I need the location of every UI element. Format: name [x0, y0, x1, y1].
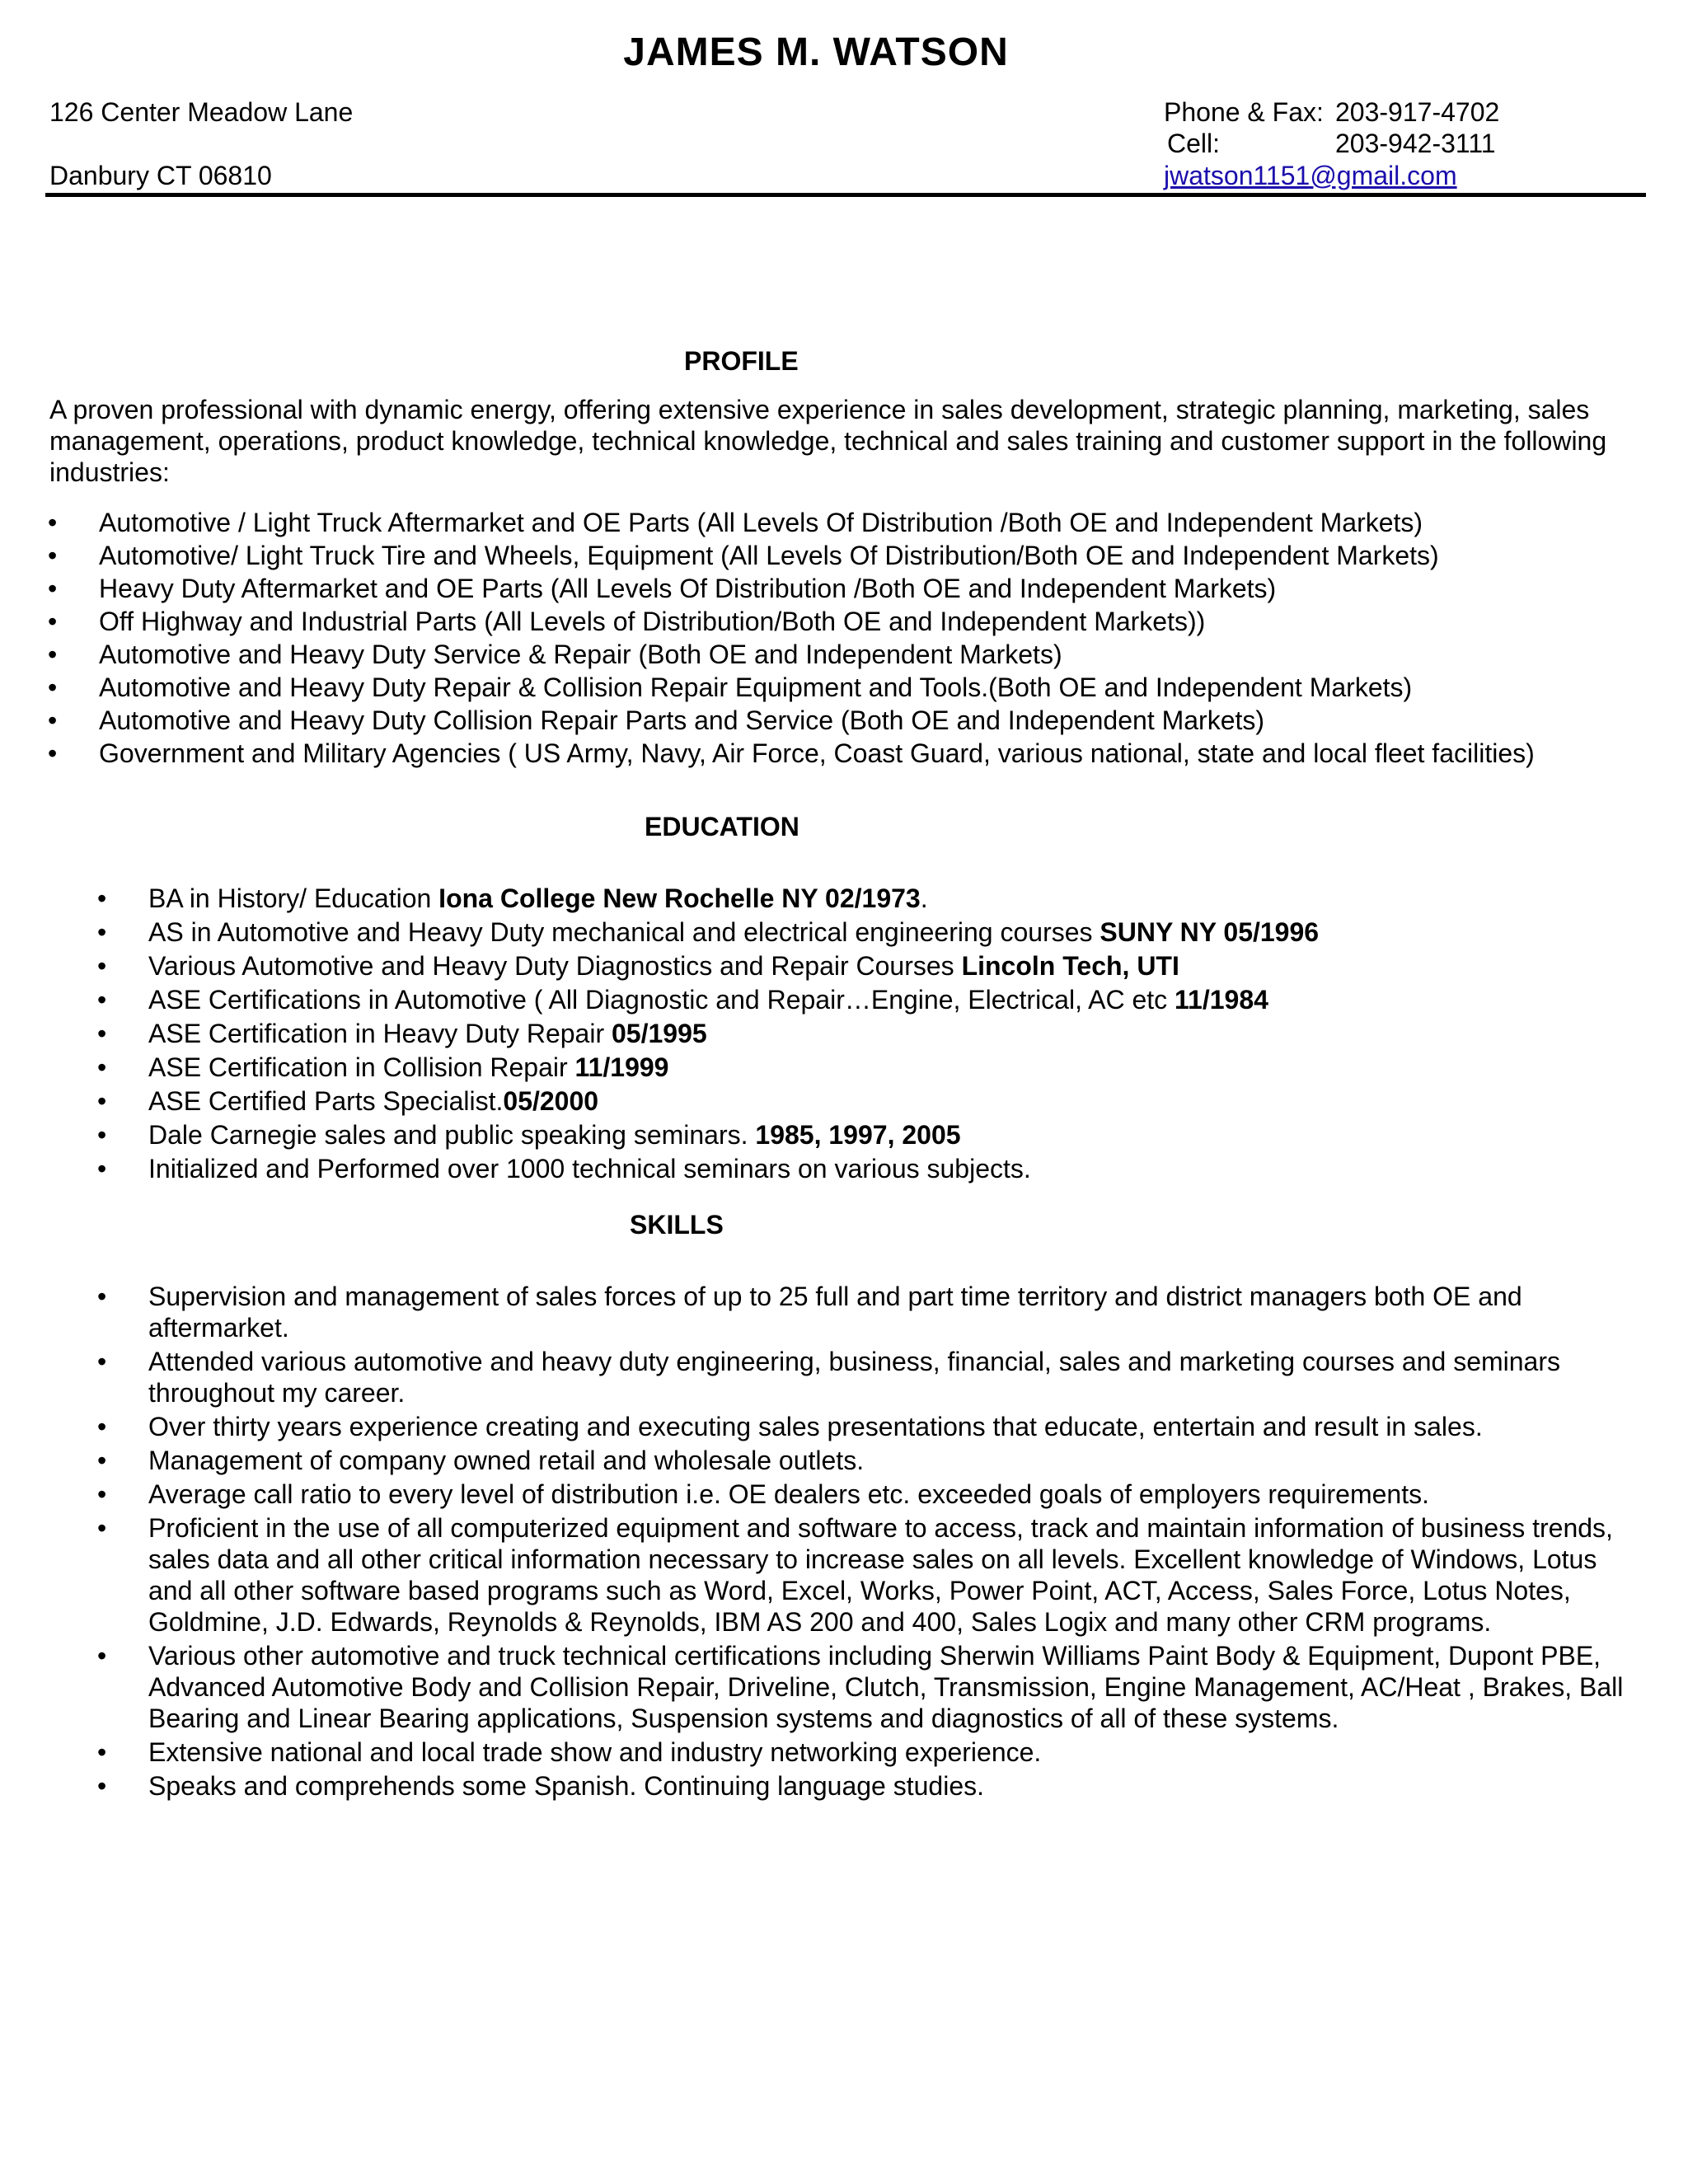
profile-heading: PROFILE	[684, 346, 799, 376]
bullet-icon: •	[97, 1019, 107, 1048]
education-list-item	[0, 1017, 1319, 1051]
profile-list-item-text: Automotive and Heavy Duty Repair & Collision Repair Equipment and Tools.(Both OE and Independent Markets)	[99, 673, 1413, 702]
bullet-icon: •	[97, 1641, 107, 1671]
education-item-text: Initialized and Performed over 1000 technical seminars on various subjects.	[148, 1154, 1031, 1183]
bullet-icon: •	[48, 508, 58, 537]
skills-heading: SKILLS	[630, 1210, 724, 1240]
profile-list-item	[0, 572, 1535, 605]
education-item-text: Various Automotive and Heavy Duty Diagnostics and Repair Courses	[148, 951, 962, 981]
education-item-text: AS in Automotive and Heavy Duty mechanical and electrical engineering courses	[148, 917, 1100, 947]
profile-list-item-text: Heavy Duty Aftermarket and OE Parts (All Levels Of Distribution /Both OE and Independent Markets)	[99, 574, 1277, 603]
bullet-icon: •	[48, 705, 58, 735]
education-item-text: BA in History/ Education	[148, 883, 439, 913]
education-item-detail: 11/1999	[574, 1052, 669, 1082]
email-link[interactable]: jwatson1151@gmail.com	[1164, 161, 1457, 190]
education-item-text: ASE Certification in Heavy Duty Repair	[148, 1019, 612, 1048]
candidate-name: JAMES M. WATSON	[623, 30, 1009, 74]
cell-label: Cell:	[1167, 129, 1221, 158]
profile-list-item	[0, 506, 1535, 539]
profile-list-item-text: Automotive and Heavy Duty Collision Repair Parts and Service (Both OE and Independent Markets)	[99, 705, 1265, 735]
bullet-icon: •	[97, 1446, 107, 1475]
skills-list-item	[0, 1770, 1640, 1802]
education-item-detail: 1985, 1997, 2005	[755, 1120, 961, 1150]
profile-list-item	[0, 704, 1535, 737]
skills-list-item-text: Extensive national and local trade show and industry networking experience.	[148, 1737, 1042, 1767]
profile-list-item-text: Off Highway and Industrial Parts (All Levels of Distribution/Both OE and Independent Markets))	[99, 607, 1206, 636]
skills-list-item	[0, 1411, 1640, 1442]
profile-summary: A proven professional with dynamic energy, offering extensive experience in sales development, strategic planning, marketing, sales management, operations, product knowledge, technical knowledge, technical and sales training and customer support in the following industries:	[49, 395, 1607, 487]
skills-list	[0, 1281, 1640, 1804]
bullet-icon: •	[97, 1052, 107, 1082]
bullet-icon: •	[97, 1347, 107, 1376]
bullet-icon: •	[97, 1479, 107, 1509]
cell-number: 203-942-3111	[1335, 129, 1496, 158]
bullet-icon: •	[48, 738, 58, 768]
profile-list-item	[0, 539, 1535, 572]
bullet-icon: •	[97, 1513, 107, 1543]
education-item-detail: Lincoln Tech, UTI	[961, 951, 1179, 981]
skills-list-item-text: Management of company owned retail and wholesale outlets.	[148, 1446, 865, 1475]
bullet-icon: •	[48, 673, 58, 702]
education-item-detail: Iona College New Rochelle NY 02/1973	[438, 883, 921, 913]
profile-list-item	[0, 737, 1535, 770]
address-line-1: 126 Center Meadow Lane	[49, 97, 354, 127]
education-item-detail: SUNY NY 05/1996	[1100, 917, 1320, 947]
header-divider	[45, 193, 1646, 197]
profile-list-item-text: Automotive/ Light Truck Tire and Wheels, Equipment (All Levels Of Distribution/Both OE and Independent Markets)	[99, 541, 1439, 570]
bullet-icon: •	[48, 541, 58, 570]
skills-list-item	[0, 1479, 1640, 1510]
education-item-detail: 05/2000	[503, 1086, 599, 1116]
bullet-icon: •	[97, 1771, 107, 1801]
profile-list-item	[0, 638, 1535, 671]
skills-list-item	[0, 1640, 1640, 1734]
skills-list-item	[0, 1281, 1640, 1343]
skills-list-item-text: Proficient in the use of all computerized equipment and software to access, track and maintain information of business trends, sales data and all other critical information necessary to increase sales on all levels. Excellent knowledge of Windows, Lotus and all other software based programs such as Word, Excel, Works, Power Point, ACT, Access, Sales Force, Lotus Notes, Goldmine, J.D. Edwards, Reynolds & Reynolds, IBM AS 200 and 400, Sales Logix and many other CRM programs.	[148, 1513, 1613, 1637]
education-item-text: ASE Certifications in Automotive ( All Diagnostic and Repair…Engine, Electrical, AC etc	[148, 985, 1175, 1015]
skills-list-item	[0, 1346, 1640, 1408]
education-list-item	[0, 916, 1319, 949]
bullet-icon: •	[97, 1282, 107, 1311]
education-list-item	[0, 882, 1319, 916]
profile-list-item-text: Automotive and Heavy Duty Service & Repair (Both OE and Independent Markets)	[99, 640, 1062, 669]
profile-list-item-text: Government and Military Agencies ( US Army, Navy, Air Force, Coast Guard, various national, state and local fleet facilities)	[99, 738, 1535, 768]
bullet-icon: •	[97, 1154, 107, 1183]
skills-list-item-text: Various other automotive and truck technical certifications including Sherwin Williams Paint Body & Equipment, Dupont PBE, Advanced Automotive Body and Collision Repair, Driveline, Clutch, Transmission, Engine Management, AC/Heat , Brakes, Ball Bearing and Linear Bearing applications, Suspension systems and diagnostics of all of these systems.	[148, 1641, 1624, 1733]
bullet-icon: •	[97, 985, 107, 1015]
education-heading: EDUCATION	[645, 812, 799, 841]
education-list-item	[0, 949, 1319, 983]
phone-fax-number: 203-917-4702	[1335, 97, 1500, 127]
bullet-icon: •	[48, 574, 58, 603]
profile-list-item-text: Automotive / Light Truck Aftermarket and OE Parts (All Levels Of Distribution /Both OE and Independent Markets)	[99, 508, 1423, 537]
education-list-item	[0, 1152, 1319, 1186]
profile-list-item	[0, 605, 1535, 638]
education-item-detail: 05/1995	[612, 1019, 707, 1048]
skills-list-item-text: Attended various automotive and heavy duty engineering, business, financial, sales and marketing courses and seminars throughout my career.	[148, 1347, 1560, 1408]
skills-list-item-text: Speaks and comprehends some Spanish. Continuing language studies.	[148, 1771, 984, 1801]
bullet-icon: •	[97, 1737, 107, 1767]
education-list-item	[0, 1051, 1319, 1085]
bullet-icon: •	[97, 951, 107, 981]
profile-industry-list	[0, 506, 1535, 770]
phone-fax-label: Phone & Fax:	[1164, 97, 1324, 127]
bullet-icon: •	[97, 1086, 107, 1116]
education-list	[0, 882, 1319, 1186]
bullet-icon: •	[97, 883, 107, 913]
skills-list-item	[0, 1445, 1640, 1476]
bullet-icon: •	[48, 640, 58, 669]
education-list-item	[0, 983, 1319, 1017]
education-list-item	[0, 1118, 1319, 1152]
education-item-detail: 11/1984	[1175, 985, 1268, 1015]
skills-list-item	[0, 1736, 1640, 1768]
skills-list-item-text: Average call ratio to every level of distribution i.e. OE dealers etc. exceeded goals of employers requirements.	[148, 1479, 1429, 1509]
education-item-text: ASE Certified Parts Specialist.	[148, 1086, 504, 1116]
bullet-icon: •	[97, 917, 107, 947]
bullet-icon: •	[48, 607, 58, 636]
skills-list-item	[0, 1512, 1640, 1638]
skills-list-item-text: Over thirty years experience creating and executing sales presentations that educate, entertain and result in sales.	[148, 1412, 1483, 1441]
address-line-2: Danbury CT 06810	[49, 161, 272, 190]
profile-list-item	[0, 671, 1535, 704]
education-item-text: Dale Carnegie sales and public speaking seminars.	[148, 1120, 756, 1150]
education-list-item	[0, 1085, 1319, 1118]
education-item-suffix: .	[920, 883, 928, 913]
skills-list-item-text: Supervision and management of sales forces of up to 25 full and part time territory and district managers both OE and aftermarket.	[148, 1282, 1522, 1343]
education-item-text: ASE Certification in Collision Repair	[148, 1052, 575, 1082]
bullet-icon: •	[97, 1120, 107, 1150]
bullet-icon: •	[97, 1412, 107, 1441]
